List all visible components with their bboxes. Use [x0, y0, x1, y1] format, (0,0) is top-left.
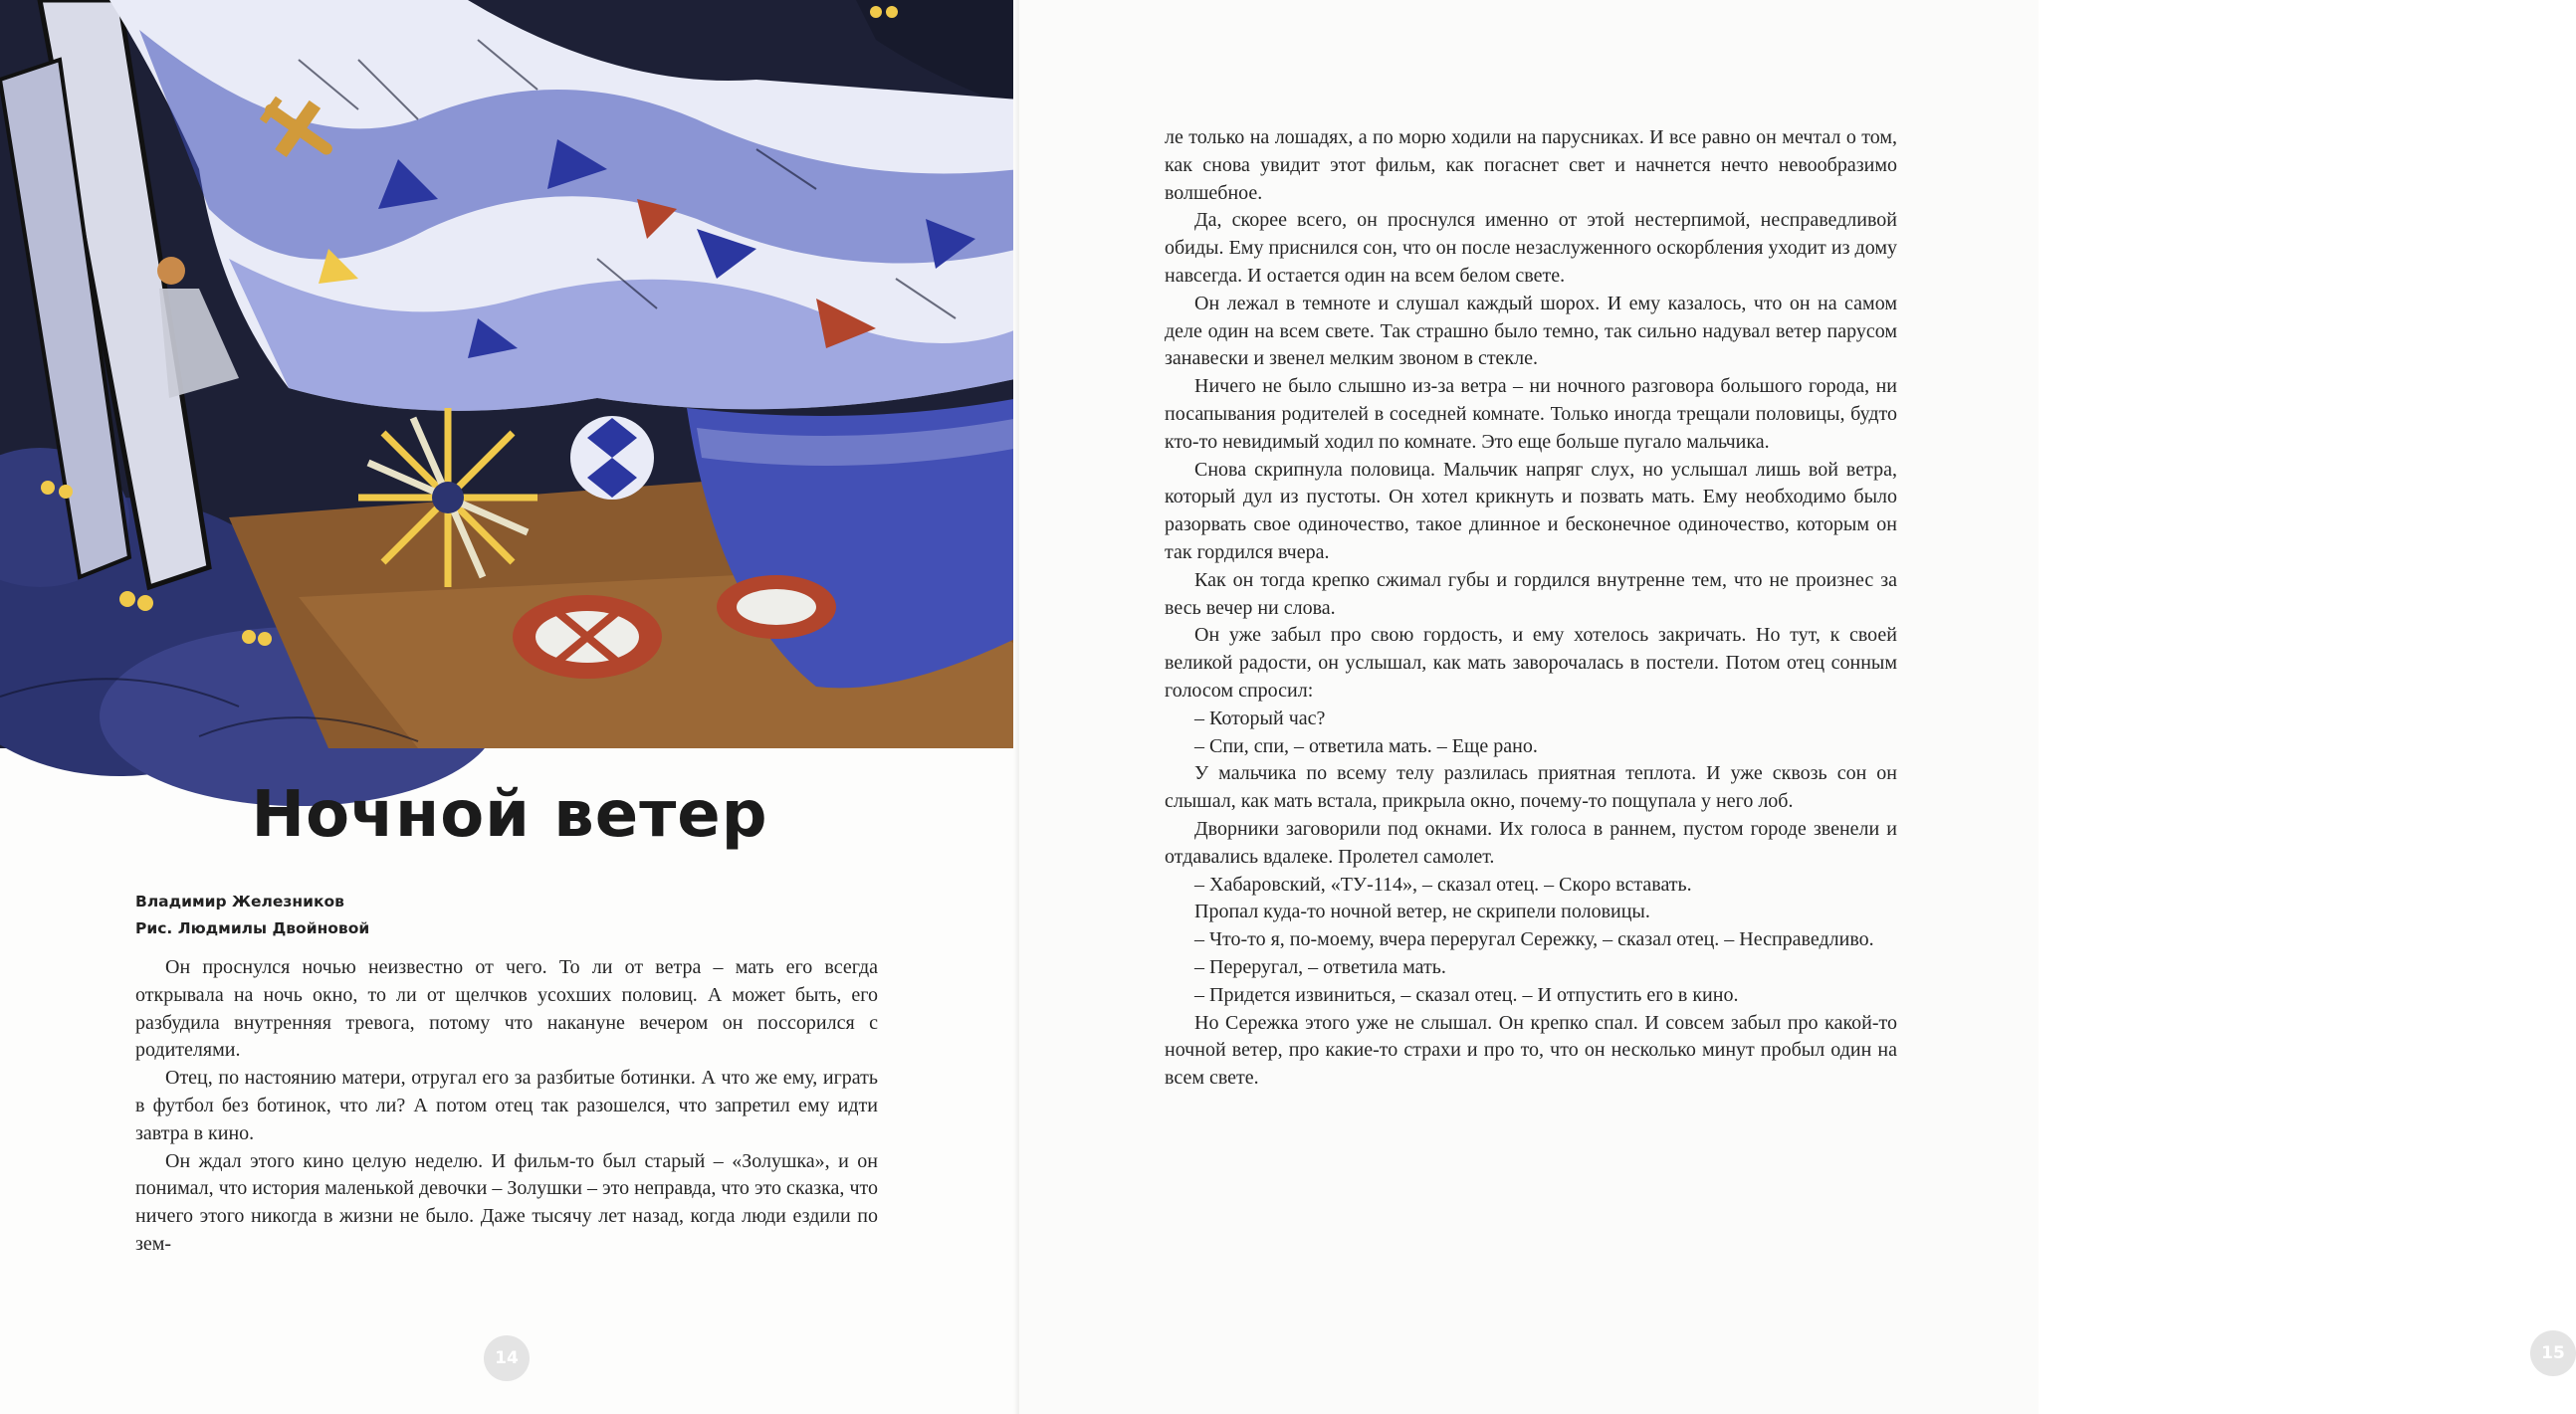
page-number: 14	[484, 1335, 530, 1381]
paragraph: Дворники заговорили под окнами. Их голоса в раннем, пустом городе звенели и отдавались вдалеке. Пролетел самолет.	[1165, 817, 1897, 868]
right-body-text	[1165, 124, 1897, 1093]
paragraph: Он проснулся ночью неизвестно от чего. То ли от ветра – мать его всегда открывала на ночь окно, то ли от щелчков усохших половиц. А может быть, его разбудила внутренняя тревога, потому что накануне вечером он поссорился с родителями.	[135, 956, 878, 1062]
paragraph: У мальчика по всему телу разлилась приятная теплота. И уже сквозь сон он слышал, как мать встала, прикрыла окно, почему-то пощупала у него лоб.	[1165, 762, 1897, 813]
dialogue-line: – Спи, спи, – ответила мать. – Еще рано.	[1194, 734, 1538, 757]
paragraph-continuation: ле только на лошадях, а по морю ходили на парусниках. И все равно он мечтал о том, как снова увидит этот фильм, как погаснет свет и начнется нечто невообразимо волшебное.	[1165, 126, 1897, 204]
dialogue-line: – Хабаровский, «ТУ-114», – сказал отец. – Скоро вставать.	[1194, 873, 1692, 896]
author-name: Владимир Железников	[135, 893, 344, 910]
dialogue-line: – Придется извиниться, – сказал отец. – И отпустить его в кино.	[1194, 983, 1739, 1006]
paragraph: Да, скорее всего, он проснулся именно от этой нестерпимой, несправедливой обиды. Ему приснился сон, что он после незаслуженного оскорбления уходит из дому навсегда. И остается один на всем белом свете.	[1165, 209, 1897, 287]
illustrator-credit: Рис. Людмилы Двойновой	[135, 919, 370, 937]
story-title: Ночной ветер	[251, 778, 768, 852]
illustration	[0, 0, 1019, 748]
dialogue-line: – Что-то я, по-моему, вчера переругал Сережку, – сказал отец. – Несправедливо.	[1194, 928, 1874, 951]
dialogue-line: – Переругал, – ответила мать.	[1194, 955, 1446, 978]
paragraph: Но Сережка этого уже не слышал. Он крепко спал. И совсем забыл про какой-то ночной ветер, про какие-то страхи и про то, что он несколько минут пробыл один на всем свете.	[1165, 1011, 1897, 1090]
left-page	[0, 0, 1019, 1414]
paragraph: Как он тогда крепко сжимал губы и гордился внутренне тем, что не произнес за весь вечер ни слова.	[1165, 568, 1897, 619]
paragraph: Он ждал этого кино целую неделю. И фильм-то был старый – «Золушка», и он понимал, что история маленькой девочки – Золушки – это неправда, что это сказка, что ничего этого никогда в жизни не было. Даже тысячу лет назад, когда люди ездили по зем-	[135, 1149, 878, 1255]
left-body-text	[135, 954, 878, 1259]
paragraph: Пропал куда-то ночной ветер, не скрипели половицы.	[1194, 901, 1650, 923]
paragraph: Снова скрипнула половица. Мальчик напряг слух, но услышал лишь вой ветра, который дул из пустоты. Он хотел крикнуть и позвать мать. Ему необходимо было разорвать свое одиночество, такое длинное и бесконечное одиночество, которым он так гордился вчера.	[1165, 458, 1897, 563]
paragraph: Ничего не было слышно из-за ветра – ни ночного разговора большого города, ни посапывания родителей в соседней комнате. Только иногда трещали половицы, будто кто-то невидимый ходил по комнате. Это еще больше пугало мальчика.	[1165, 375, 1897, 453]
dialogue-line: – Который час?	[1194, 707, 1326, 729]
paragraph: Отец, по настоянию матери, отругал его за разбитые ботинки. А что же ему, играть в футбол без ботинок, что ли? А потом отец так разошелся, что запретил ему идти завтра в кино.	[135, 1067, 878, 1144]
credits	[135, 889, 369, 942]
page-number: 15	[2530, 1330, 2576, 1376]
paragraph: Он уже забыл про свою гордость, и ему хотелось закричать. Но тут, к своей великой радости, он услышал, как мать заворочалась в постели. Потом отец сонным голосом спросил:	[1165, 624, 1897, 702]
paragraph: Он лежал в темноте и слушал каждый шорох. И ему казалось, что он на самом деле один на всем свете. Так страшно было темно, так сильно надувал ветер парусом занавески и звенел мелким звоном в стекле.	[1165, 292, 1897, 370]
